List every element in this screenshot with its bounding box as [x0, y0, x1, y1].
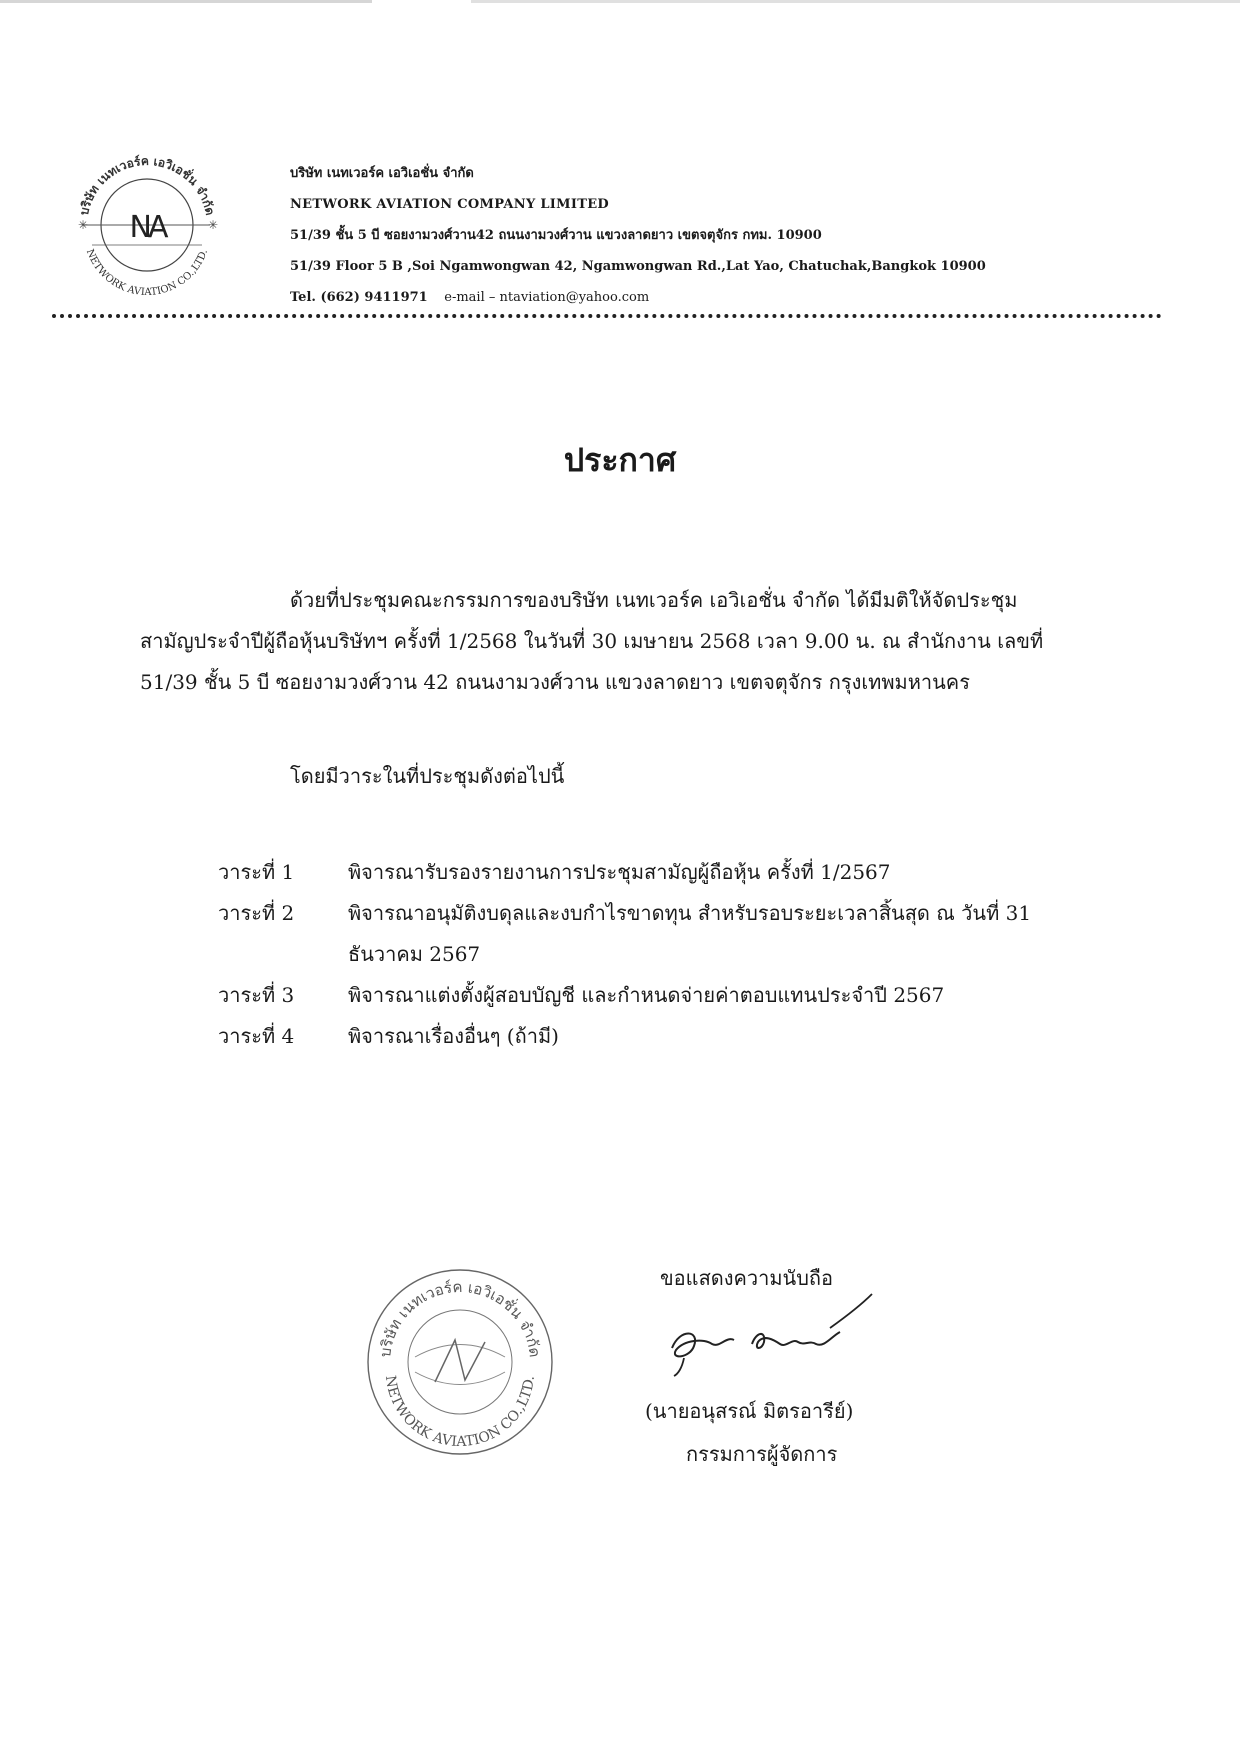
scan-edge-line	[0, 0, 1240, 3]
paragraph-line: ด้วยที่ประชุมคณะกรรมการของบริษัท เนทเวอร์ค เอวิเอชั่น จำกัด ได้มีมติให้จัดประชุม	[290, 588, 1018, 612]
paragraph-line: 51/39 ชั้น 5 บี ซอยงามวงศ์วาน 42 ถนนงามวงศ์วาน แขวงลาดยาว เขตจตุจักร กรุงเทพมหานคร	[140, 670, 970, 694]
agenda-number: วาระที่ 3	[218, 983, 295, 1007]
company-name-en: NETWORK AVIATION COMPANY LIMITED	[290, 197, 610, 212]
logo-ring-text-bottom: NETWORK AVIATION CO.,LTD.	[83, 247, 211, 299]
agenda-number: วาระที่ 2	[218, 901, 295, 925]
agenda-text: พิจารณาเรื่องอื่นๆ (ถ้ามี)	[348, 1024, 559, 1048]
handwritten-signature	[660, 1288, 880, 1378]
company-email: e-mail – ntaviation@yahoo.com	[444, 290, 650, 305]
agenda-text: พิจารณารับรองรายงานการประชุมสามัญผู้ถือหุ้น ครั้งที่ 1/2567	[348, 860, 891, 884]
svg-text:บริษัท เนทเวอร์ค เอวิเอชั่น จำ	[77, 154, 217, 217]
logo-monogram: NA	[129, 210, 165, 245]
paragraph-line: สามัญประจำปีผู้ถือหุ้นบริษัทฯ ครั้งที่ 1/2568 ในวันที่ 30 เมษายน 2568 เวลา 9.00 น. ณ สำนักงาน เลขที่	[140, 629, 1044, 653]
svg-text:NETWORK AVIATION CO.,LTD.	[382, 1375, 538, 1451]
seal-ring-text-top: บริษัท เนทเวอร์ค เอวิเอชั่น จำกัด	[376, 1277, 544, 1359]
svg-text:NETWORK AVIATION CO.,LTD.	[84, 248, 210, 298]
svg-text:✳: ✳	[78, 218, 89, 232]
signer-position: กรรมการผู้จัดการ	[686, 1442, 838, 1466]
agenda-intro: โดยมีวาระในที่ประชุมดังต่อไปนี้	[290, 764, 565, 788]
document-title: ประกาศ	[563, 441, 677, 479]
company-contact	[290, 282, 1090, 313]
agenda-item	[218, 975, 1098, 1016]
company-seal-stamp	[360, 1262, 560, 1462]
announcement-paragraph	[140, 580, 1070, 703]
letterhead	[290, 158, 1090, 313]
agenda-item	[218, 1016, 1098, 1057]
company-address-th: 51/39 ชั้น 5 บี ซอยงามวงศ์วาน42 ถนนงามวงศ์วาน แขวงลาดยาว เขตจตุจักร กทม. 10900	[290, 228, 822, 243]
agenda-item	[218, 852, 1098, 893]
agenda-text: พิจารณาอนุมัติงบดุลและงบกำไรขาดทุน สำหรับรอบระยะเวลาสิ้นสุด ณ วันที่ 31 ธันวาคม 2567	[348, 901, 1032, 966]
agenda-text: พิจารณาแต่งตั้งผู้สอบบัญชี และกำหนดจ่ายค่าตอบแทนประจำปี 2567	[348, 983, 945, 1007]
company-name-th: บริษัท เนทเวอร์ค เอวิเอชั่น จำกัด	[290, 166, 474, 181]
agenda-list	[218, 852, 1098, 1057]
agenda-item	[218, 893, 1098, 975]
seal-ring-text-bottom: NETWORK AVIATION CO.,LTD.	[381, 1374, 538, 1451]
company-logo	[62, 140, 232, 310]
agenda-number: วาระที่ 4	[218, 1024, 295, 1048]
agenda-number: วาระที่ 1	[218, 860, 295, 884]
svg-text:✳: ✳	[208, 218, 219, 232]
signer-name: (นายอนุสรณ์ มิตรอารีย์)	[645, 1399, 854, 1423]
company-tel: Tel. (662) 9411971	[290, 290, 428, 305]
logo-ring-text-top: บริษัท เนทเวอร์ค เอวิเอชั่น จำกัด	[76, 153, 218, 217]
closing-regards: ขอแสดงความนับถือ	[660, 1266, 834, 1290]
company-address-en: 51/39 Floor 5 B ,Soi Ngamwongwan 42, Ngamwongwan Rd.,Lat Yao, Chatuchak,Bangkok 10900	[290, 259, 986, 274]
letterhead-divider	[52, 314, 1162, 318]
svg-text:บริษัท เนทเวอร์ค เอวิเอชั่น จำ	[376, 1278, 544, 1358]
